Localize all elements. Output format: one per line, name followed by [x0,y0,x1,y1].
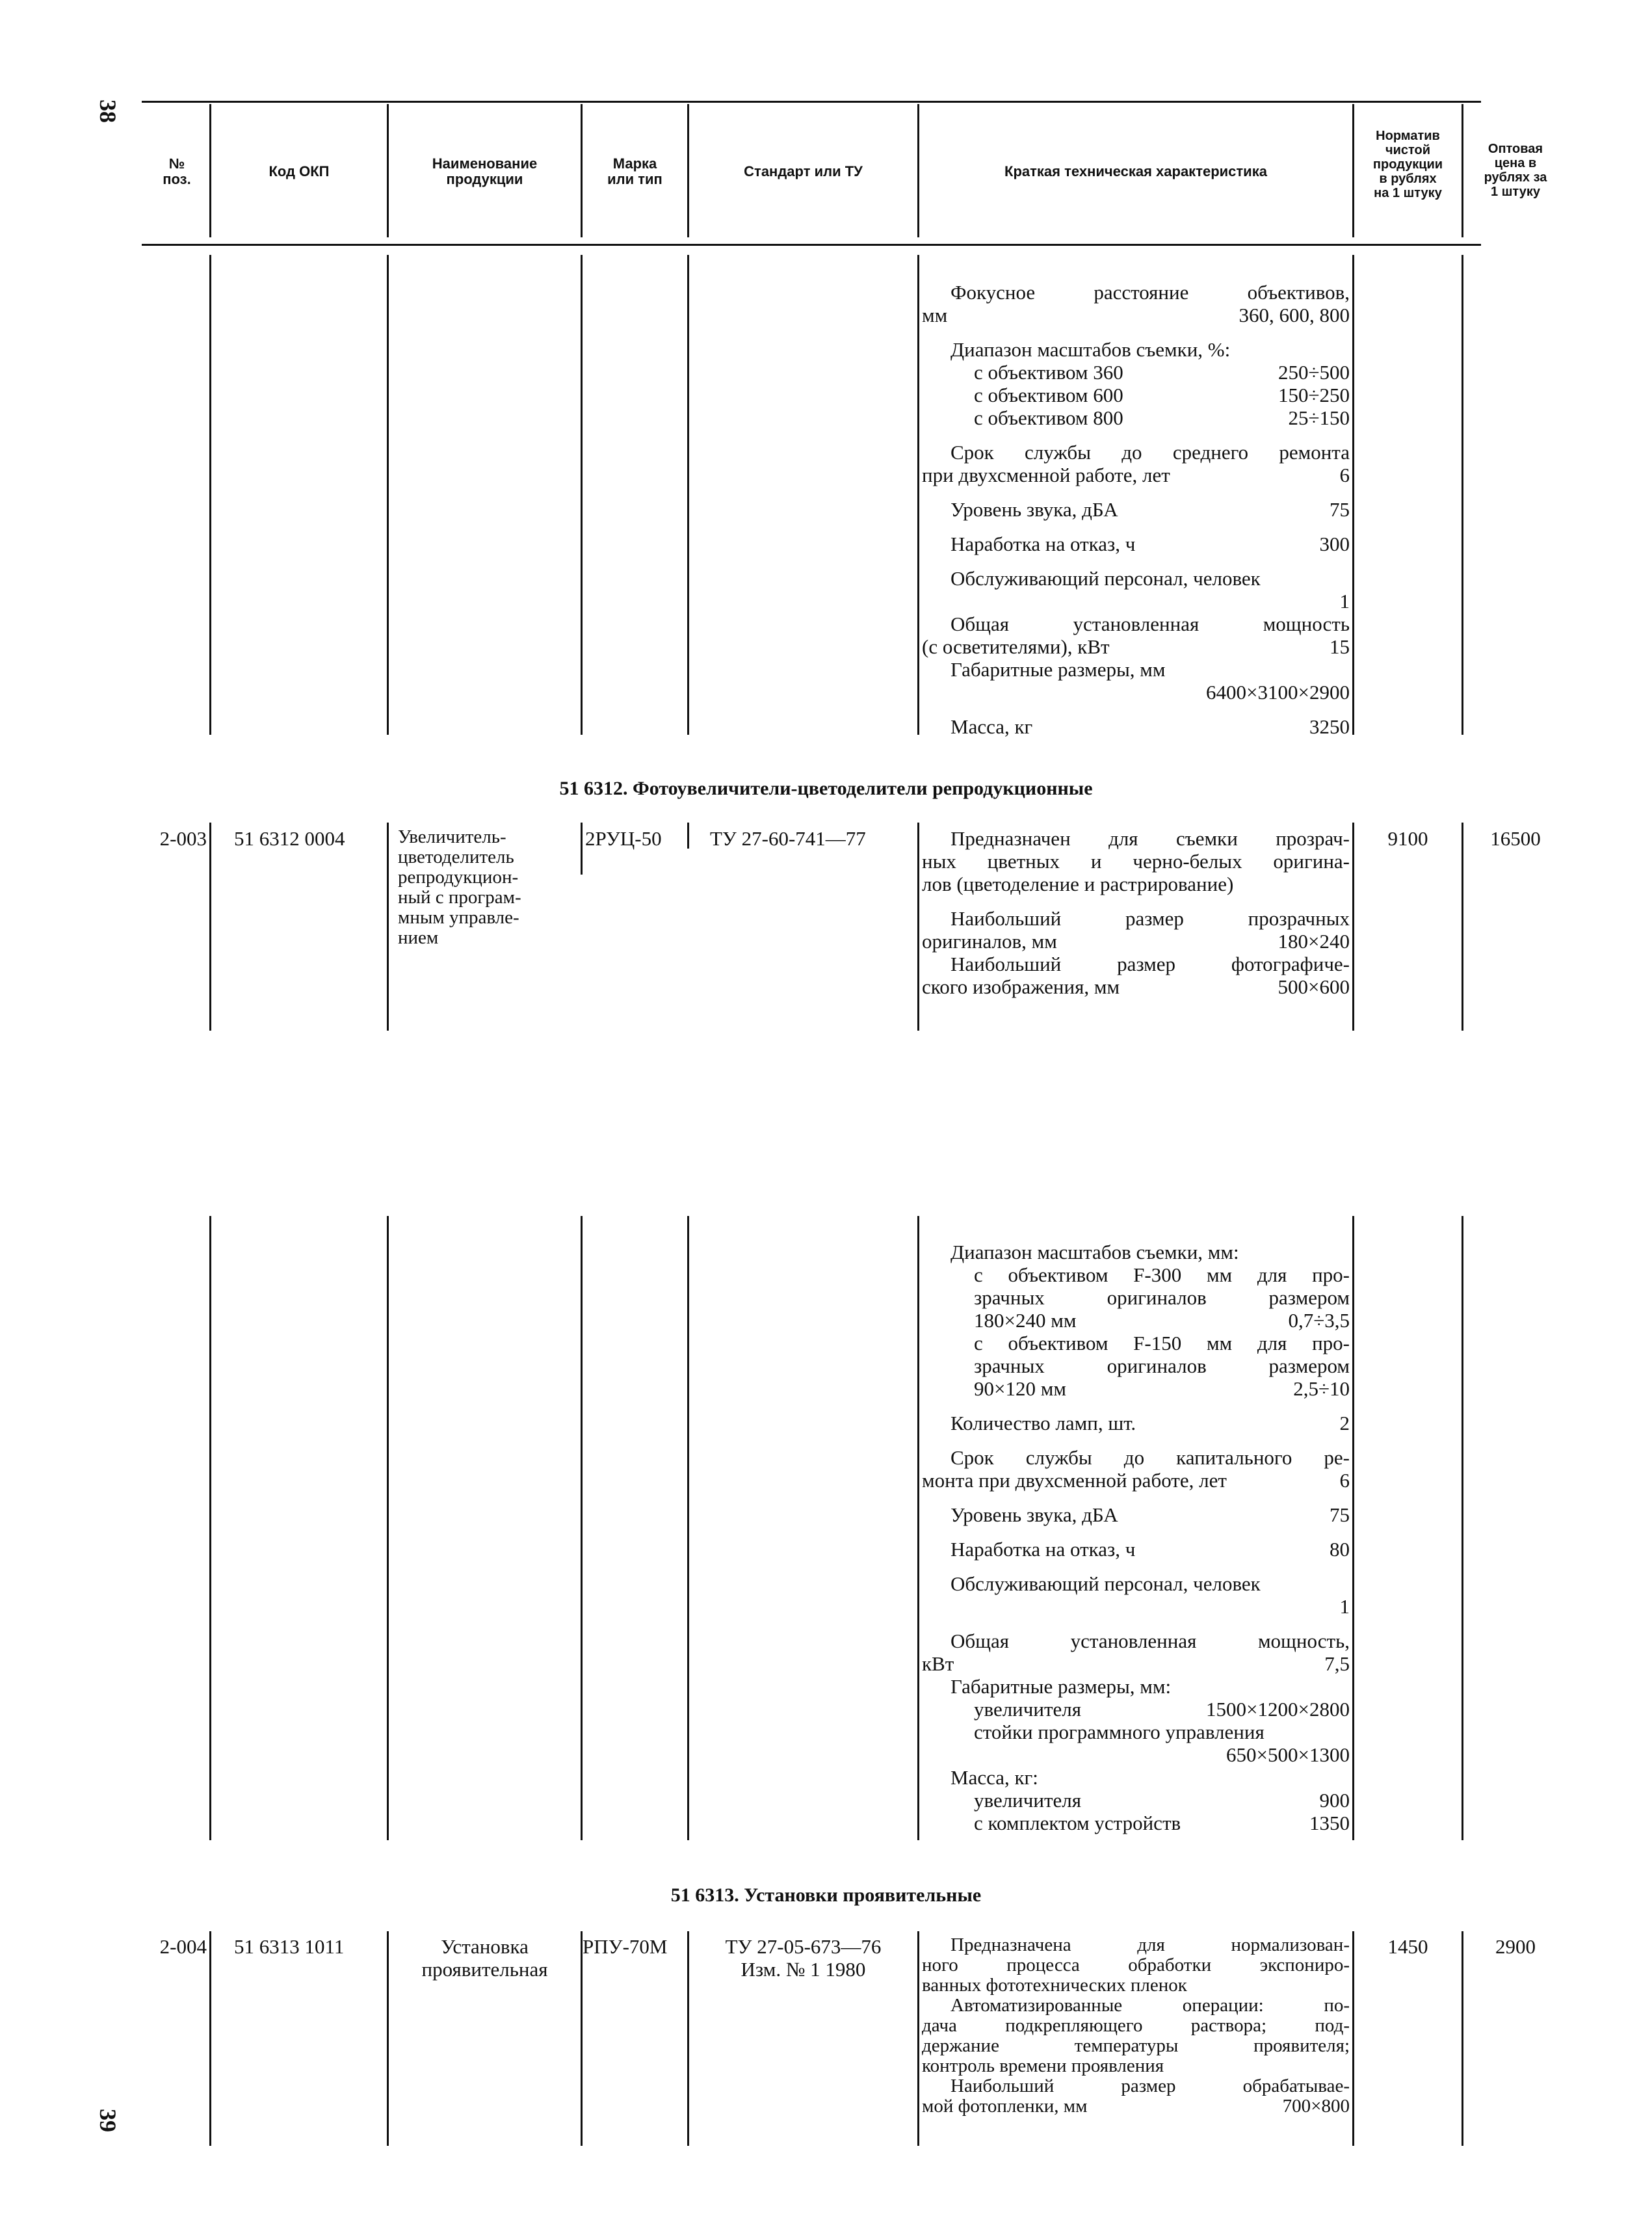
spec-label: Габаритные размеры, мм: [951,1675,1172,1698]
spec-value: 1 [1339,590,1350,613]
spec-gap [922,521,1350,533]
spec-line: дача подкрепляющего раствора; под- [922,2015,1350,2036]
spec-value: 360, 600, 800 [1239,304,1350,326]
spec-label: контроль времени проявления [922,2055,1164,2076]
spec-line [922,1743,1350,1766]
header-bottom-rule [142,244,1481,246]
row-2-003-standard: ТУ 27-60-741—77 [710,827,866,850]
row-2-004-spec [922,1935,1350,2117]
spec-line: Фокусное расстояние объективов, [951,281,1350,304]
spec-label: увеличителя [974,1698,1081,1721]
spec-line: зрачных оригиналов размером [974,1286,1350,1309]
column-line [209,1216,211,1840]
spec-gap [922,429,1350,441]
spec-value: 15 [1330,635,1350,658]
spec-line [922,1503,1350,1526]
spec-value: 80 [1330,1538,1350,1561]
spec-label: Обслуживающий персонал, человек [951,1572,1261,1595]
spec-label: мой фотопленки, мм [922,2096,1088,2117]
spec-value: 900 [1319,1789,1350,1812]
spec-value: 6 [1339,464,1350,486]
spec-line [922,384,1350,406]
spec-line [922,1812,1350,1834]
spec-value: 3250 [1309,715,1350,738]
spec-label: Уровень звука, дБА [951,498,1118,521]
column-line [917,823,919,1031]
row-2-004-name: Установка проявительная [421,1935,548,1981]
spec-label: с объективом 800 [974,406,1123,429]
column-line [1352,823,1354,1031]
spec-label: с комплектом устройств [974,1812,1181,1834]
spec-line [922,498,1350,521]
spec-line [922,1595,1350,1618]
column-line [387,255,389,735]
spec-line: Автоматизированные операции: по- [951,1995,1350,2016]
header-standard: Стандарт или ТУ [744,163,863,179]
row-2-003-spec [922,827,1350,998]
row-2-003-mark: 2РУЦ-50 [585,827,662,850]
spec-value: 1 [1339,1595,1350,1618]
spec-label: ского изображения, мм [922,975,1120,998]
column-line [209,823,211,1031]
spec-block-1 [922,281,1350,738]
column-line [581,1216,583,1840]
spec-gap [922,1434,1350,1446]
spec-line [922,1652,1350,1675]
header-norm: Норматив чистой продукции в рублях на 1 штуку [1372,129,1443,200]
column-line [581,823,583,875]
row-2-003-name: Увеличитель- цветоделитель репродукцион- ный с програм- мным управле- нием [398,826,521,948]
column-line [917,255,919,735]
spec-line [922,1675,1350,1698]
spec-label: мм [922,304,948,326]
spec-label: Габаритные размеры, мм [951,658,1166,681]
section-title-6312: 51 6312. Фотоувеличители-цветоделители репродукционные [559,778,1093,799]
spec-value: 700×800 [1282,2096,1350,2117]
row-2-004-okp: 51 6313 1011 [234,1935,345,1958]
spec-label: 180×240 мм [974,1309,1077,1332]
spec-line: Предназначена для нормализован- [951,1934,1350,1955]
spec-value: 6400×3100×2900 [1206,681,1350,704]
spec-line [922,1309,1350,1332]
spec-label: Масса, кг: [951,1766,1038,1789]
header-pos: № поз. [163,155,191,187]
column-line [917,1931,919,2146]
spec-line [922,975,1350,998]
spec-label: ванных фототехнических пленок [922,1975,1187,1996]
spec-line: Наибольший размер прозрачных [951,907,1350,930]
header-spec: Краткая техническая характеристика [1004,163,1267,179]
spec-line: Общая установленная мощность [951,613,1350,635]
spec-gap [922,895,1350,907]
page-number-bottom: 39 [95,2109,121,2132]
page-number-top: 38 [95,99,121,123]
row-2-004-price: 2900 [1495,1935,1536,1958]
spec-label: увеличителя [974,1789,1081,1812]
spec-label: Обслуживающий персонал, человек [951,567,1261,590]
column-line [1352,255,1354,735]
spec-gap [922,486,1350,498]
header-top-rule [142,101,1481,103]
spec-gap [922,326,1350,338]
spec-line: Наибольший размер фотографиче- [951,953,1350,975]
spec-value: 180×240 [1278,930,1350,953]
spec-line [922,304,1350,326]
column-line [687,823,689,849]
spec-line: держание температуры проявителя; [922,2035,1350,2056]
spec-line: Срок службы до среднего ремонта [951,441,1350,464]
spec-value: 25÷150 [1288,406,1350,429]
spec-line [922,1975,1350,1996]
spec-line [922,361,1350,384]
spec-line [922,1538,1350,1561]
column-line [1462,1216,1463,1840]
spec-value: 250÷500 [1278,361,1350,384]
spec-line: с объективом F-300 мм для про- [974,1263,1350,1286]
spec-line [922,1241,1350,1263]
spec-line: ного процесса обработки экспониро- [922,1955,1350,1975]
spec-line: ных цветных и черно-белых оригина- [922,850,1350,873]
column-line [1352,1931,1354,2146]
spec-line [922,1469,1350,1492]
column-line [581,1931,583,2146]
spec-line [922,1698,1350,1721]
column-line [387,823,389,1031]
spec-line: зрачных оригиналов размером [974,1354,1350,1377]
spec-gap [922,1561,1350,1572]
section-title-6313: 51 6313. Установки проявительные [670,1884,982,1906]
spec-line [922,930,1350,953]
spec-value: 75 [1330,1503,1350,1526]
column-line [1462,255,1463,735]
row-2-003-price: 16500 [1490,827,1541,850]
header-price: Оптовая цена в рублях за 1 штуку [1484,142,1547,199]
spec-label: лов (цветоделение и растрирование) [922,873,1234,895]
spec-line [922,464,1350,486]
spec-line [922,1572,1350,1595]
column-line [209,255,211,735]
spec-line [922,873,1350,895]
spec-line [922,1412,1350,1434]
column-line [387,1216,389,1840]
spec-line [922,658,1350,681]
spec-gap [922,1400,1350,1412]
spec-line [922,681,1350,704]
header-mark: Марка или тип [607,155,662,187]
spec-label: оригиналов, мм [922,930,1057,953]
row-2-004-standard: ТУ 27-05-673—76 Изм. № 1 1980 [725,1935,882,1981]
column-line [1462,823,1463,1031]
spec-block-2 [922,1241,1350,1834]
spec-label: Диапазон масштабов съемки, %: [951,338,1231,361]
spec-label: Наработка на отказ, ч [951,533,1136,555]
spec-value: 7,5 [1324,1652,1350,1675]
spec-gap [922,1492,1350,1503]
spec-gap [922,704,1350,715]
spec-line: Общая установленная мощность, [951,1630,1350,1652]
spec-label: 90×120 мм [974,1377,1066,1400]
spec-label: Уровень звука, дБА [951,1503,1118,1526]
row-2-003-norm: 9100 [1387,827,1428,850]
row-2-003-okp: 51 6312 0004 [234,827,345,850]
spec-value: 300 [1319,533,1350,555]
spec-line [922,715,1350,738]
spec-line [922,1721,1350,1743]
spec-line [922,2096,1350,2117]
spec-value: 500×600 [1278,975,1350,998]
spec-line: с объективом F-150 мм для про- [974,1332,1350,1354]
spec-line [922,590,1350,613]
spec-value: 1350 [1309,1812,1350,1834]
spec-value: 0,7÷3,5 [1288,1309,1350,1332]
column-line [1352,1216,1354,1840]
spec-label: стойки программного управления [974,1721,1265,1743]
spec-label: Масса, кг [951,715,1033,738]
column-line [581,255,583,735]
column-line [1462,1931,1463,2146]
spec-line [922,1789,1350,1812]
spec-value: 150÷250 [1278,384,1350,406]
spec-line [922,2056,1350,2076]
spec-value: 1500×1200×2800 [1206,1698,1350,1721]
spec-label: Диапазон масштабов съемки, мм: [951,1241,1239,1263]
spec-value: 2,5÷10 [1293,1377,1350,1400]
spec-label: Наработка на отказ, ч [951,1538,1136,1561]
spec-line [922,1766,1350,1789]
spec-value: 2 [1339,1412,1350,1434]
row-2-004-mark: РПУ-70М [583,1935,668,1958]
spec-label: монта при двухсменной работе, лет [922,1469,1227,1492]
row-2-004-pos: 2-004 [159,1935,207,1958]
spec-gap [922,555,1350,567]
spec-line: Предназначен для съемки прозрач- [951,827,1350,850]
header-name: Наименование продукции [432,155,538,187]
row-2-003-pos: 2-003 [159,827,207,850]
spec-label: с объективом 360 [974,361,1123,384]
spec-label: Количество ламп, шт. [951,1412,1136,1434]
column-line [687,255,689,735]
spec-line [922,338,1350,361]
spec-label: (с осветителями), кВт [922,635,1110,658]
spec-line: Срок службы до капитального ре- [951,1446,1350,1469]
spec-gap [922,1526,1350,1538]
spec-label: с объективом 600 [974,384,1123,406]
spec-line [922,406,1350,429]
spec-value: 75 [1330,498,1350,521]
spec-line: Наибольший размер обрабатывае- [951,2076,1350,2096]
row-2-004-norm: 1450 [1387,1935,1428,1958]
spec-line [922,1377,1350,1400]
spec-line [922,533,1350,555]
spec-value: 6 [1339,1469,1350,1492]
spec-line [922,635,1350,658]
spec-value: 650×500×1300 [1226,1743,1350,1766]
spec-label: при двухсменной работе, лет [922,464,1170,486]
column-line [209,1931,211,2146]
spec-label: кВт [922,1652,954,1675]
column-line [687,1216,689,1840]
spec-line [922,567,1350,590]
header-okp: Код ОКП [269,163,330,179]
spec-gap [922,1618,1350,1630]
column-line [917,1216,919,1840]
